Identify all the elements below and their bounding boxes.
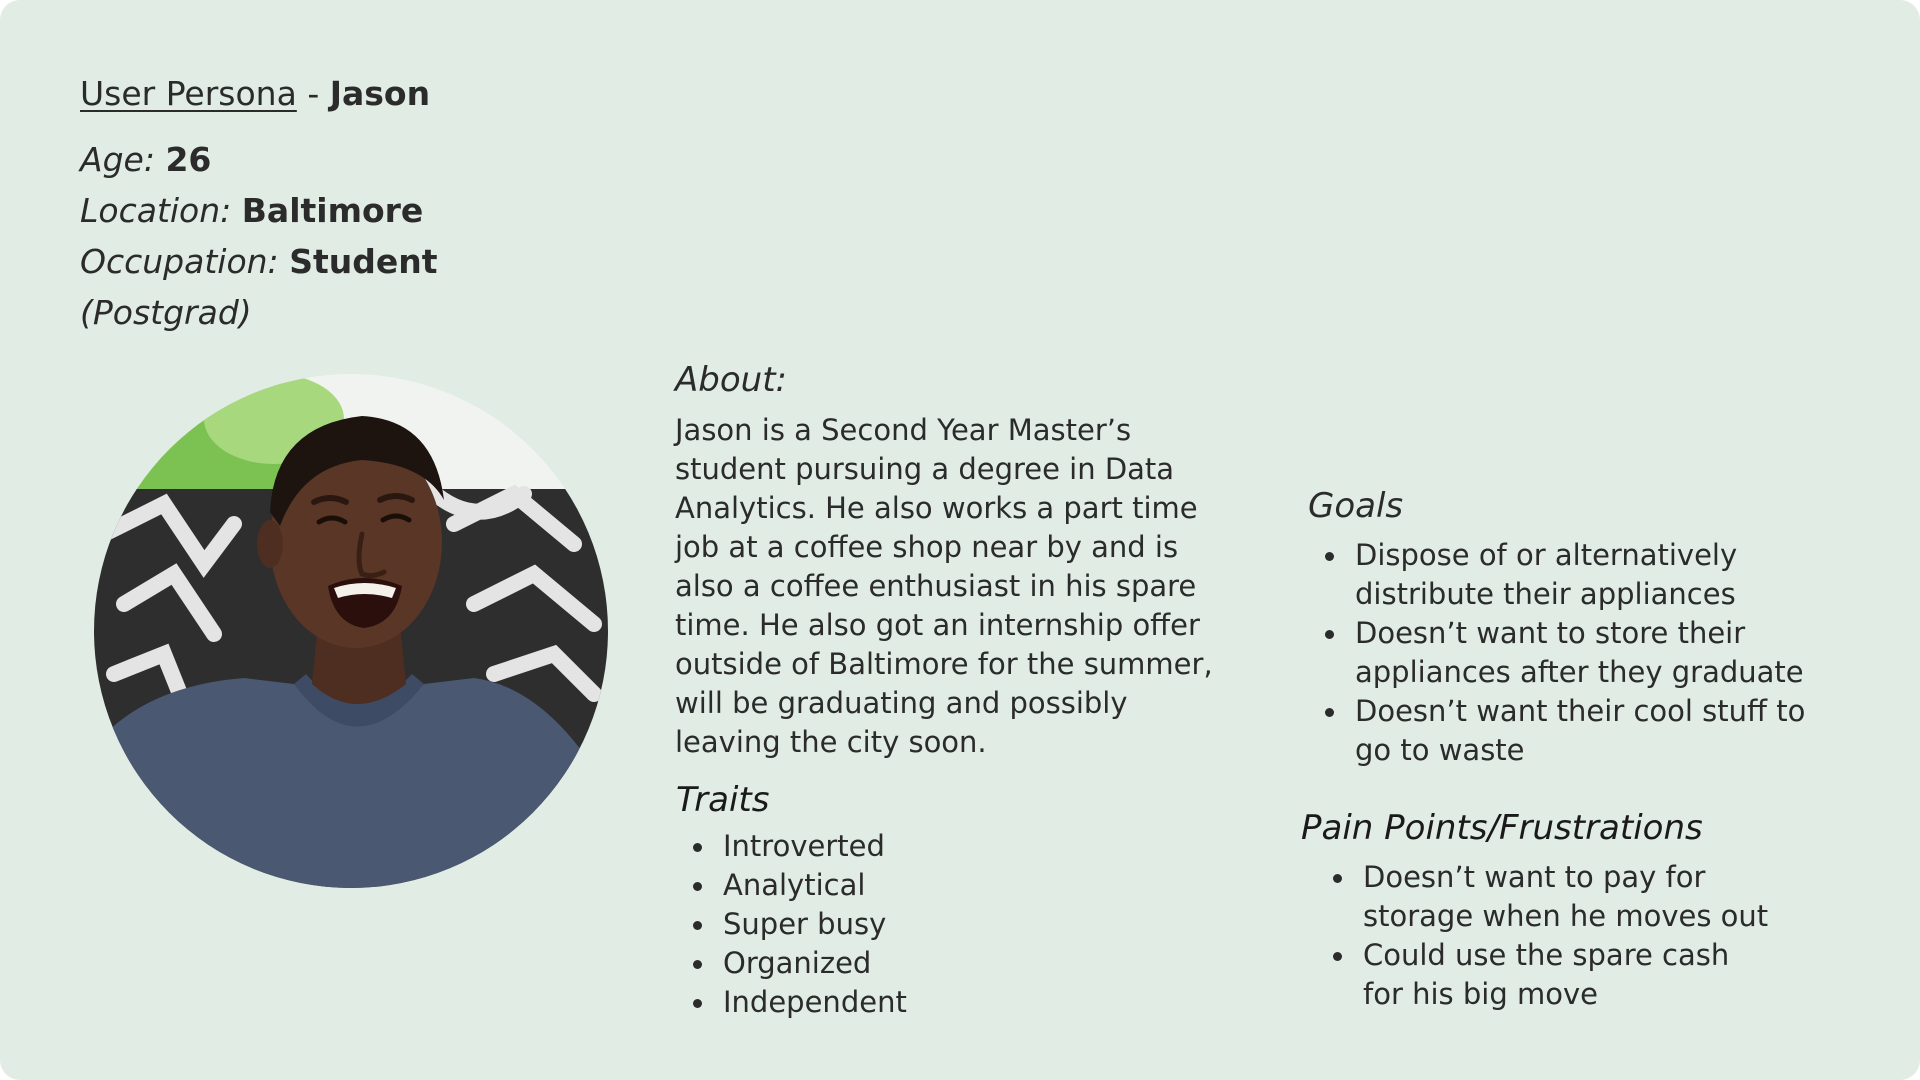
pain-point-item: [1316, 936, 1768, 1014]
age-row: [80, 134, 438, 185]
about-line: job at a coffee shop near by and is: [675, 530, 1179, 564]
occupation-label: Occupation:: [80, 242, 279, 281]
location-row: [80, 185, 438, 236]
pain-point-line: storage when he moves out: [1363, 899, 1769, 933]
goals-heading: Goals: [1308, 486, 1404, 526]
trait-item: Independent: [676, 983, 907, 1022]
persona-name: Jason: [329, 74, 431, 113]
goals-list: [1308, 536, 1805, 770]
persona-photo: [94, 374, 608, 888]
pain-points-list: [1316, 858, 1768, 1014]
goal-line: distribute their appliances: [1355, 577, 1736, 611]
persona-details: [80, 134, 438, 338]
about-text: [675, 411, 1240, 762]
title-prefix: User Persona: [80, 74, 297, 113]
trait-item: Introverted: [676, 827, 907, 866]
goal-line: Doesn’t want to store their: [1355, 616, 1746, 650]
occupation-detail: (Postgrad): [80, 293, 252, 332]
occupation-row: [80, 236, 438, 287]
about-heading: About:: [675, 360, 787, 400]
goal-item: [1308, 536, 1805, 614]
age-label: Age:: [80, 140, 155, 179]
person-photo-icon: [94, 374, 608, 888]
goal-line: appliances after they graduate: [1355, 655, 1804, 689]
traits-list: [676, 827, 907, 1022]
pain-point-item: [1316, 858, 1768, 936]
trait-item: Super busy: [676, 905, 907, 944]
trait-item: Analytical: [676, 866, 907, 905]
pain-point-line: for his big move: [1363, 977, 1598, 1011]
about-line: student pursuing a degree in Data: [675, 452, 1175, 486]
about-line: leaving the city soon.: [675, 725, 987, 759]
about-line: Jason is a Second Year Master’s: [675, 413, 1132, 447]
about-line: also a coffee enthusiast in his spare: [675, 569, 1197, 603]
traits-heading: Traits: [676, 780, 770, 820]
goal-item: [1308, 614, 1805, 692]
goal-line: Doesn’t want their cool stuff to: [1355, 694, 1806, 728]
occupation-value: Student: [289, 242, 438, 281]
age-value: 26: [165, 140, 212, 179]
pain-point-line: Doesn’t want to pay for: [1363, 860, 1706, 894]
pain-points-heading: Pain Points/Frustrations: [1301, 808, 1703, 848]
title-separator: -: [296, 74, 330, 113]
pain-point-line: Could use the spare cash: [1363, 938, 1730, 972]
page-title: [80, 72, 430, 116]
goal-item: [1308, 692, 1805, 770]
goal-line: go to waste: [1355, 733, 1525, 767]
about-line: time. He also got an internship offer: [675, 608, 1200, 642]
trait-item: Organized: [676, 944, 907, 983]
about-line: Analytics. He also works a part time: [675, 491, 1198, 525]
about-line: outside of Baltimore for the summer,: [675, 647, 1213, 681]
about-line: will be graduating and possibly: [675, 686, 1128, 720]
goal-line: Dispose of or alternatively: [1355, 538, 1738, 572]
location-value: Baltimore: [241, 191, 424, 230]
location-label: Location:: [80, 191, 232, 230]
